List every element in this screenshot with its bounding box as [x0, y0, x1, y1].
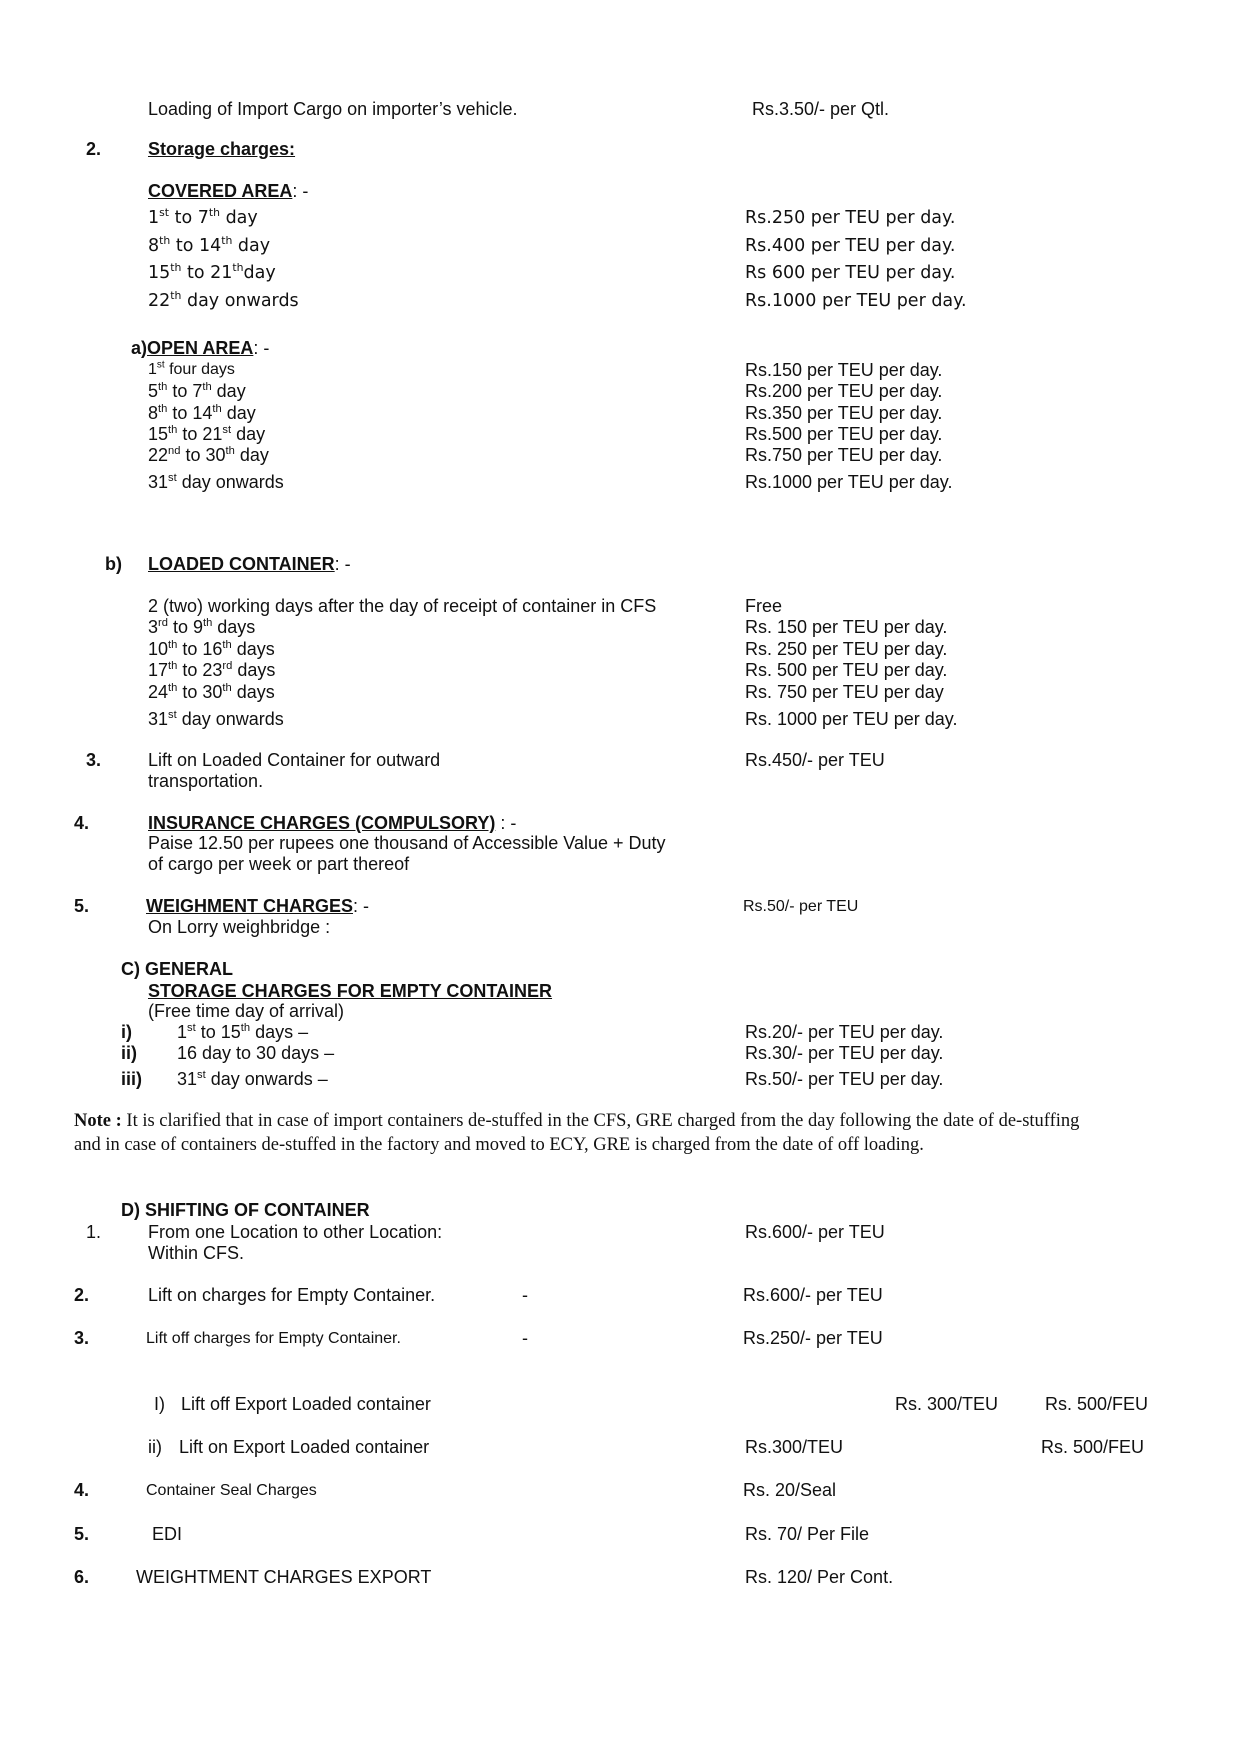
open-row-rate: Rs.200 per TEU per day.	[745, 381, 943, 401]
open-row-label	[148, 471, 284, 493]
loaded-row-label-part: th	[202, 617, 213, 629]
general-note: (Free time day of arrival)	[148, 1001, 345, 1021]
loaded-row-label-part: to 16	[177, 639, 223, 659]
general-row-rate: Rs.30/- per TEU per day.	[745, 1043, 944, 1063]
weighment-line1: On Lorry weighbridge :	[148, 917, 331, 937]
note-line1: Note : It is clarified that in case of import containers de-stuffed in the CFS, GRE charged from the day following the date of de-stuffing	[74, 1111, 1080, 1131]
shift-item1-number: 1.	[86, 1222, 102, 1242]
shift-item6-label: WEIGHTMENT CHARGES EXPORT	[136, 1567, 432, 1587]
loaded-row-label-part: 31	[148, 709, 169, 729]
export2-teu: Rs.300/TEU	[745, 1437, 844, 1457]
shift-item4-rate: Rs. 20/Seal	[743, 1480, 837, 1500]
general-heading: STORAGE CHARGES FOR EMPTY CONTAINER	[148, 981, 553, 1001]
open-row-label-part: 15	[148, 424, 169, 444]
loaded-row-label-part: rd	[222, 660, 233, 672]
shift-item2-label: Lift on charges for Empty Container.	[148, 1285, 436, 1305]
covered-row-label-part: th	[159, 234, 171, 248]
covered-row-label-part: th	[221, 234, 233, 248]
general-row-label-part: th	[240, 1022, 251, 1034]
loaded-row-rate: Rs. 1000 per TEU per day.	[745, 709, 958, 729]
loaded-row-label-part: to 30	[177, 682, 223, 702]
open-row-label-part: th	[158, 403, 168, 415]
shift-item1-line1: From one Location to other Location:	[148, 1222, 443, 1242]
insurance-line2: of cargo per week or part thereof	[148, 854, 410, 874]
covered-row-rate: Rs.1000 per TEU per day.	[745, 291, 967, 311]
export2-marker: ii)	[148, 1437, 162, 1457]
loaded-row-label	[148, 616, 255, 638]
shift-item6-rate: Rs. 120/ Per Cont.	[745, 1567, 894, 1587]
lift-loaded-number: 3.	[86, 750, 102, 770]
export2-label: Lift on Export Loaded container	[179, 1437, 430, 1457]
covered-row-label-part: to 21	[181, 263, 233, 283]
loaded-row-label-part: 10	[148, 639, 169, 659]
insurance-line1: Paise 12.50 per rupees one thousand of Accessible Value + Duty	[148, 833, 666, 853]
covered-row-label-part: st	[159, 206, 170, 220]
open-row-label-part: 1	[148, 361, 157, 378]
open-row-label-part: day	[234, 445, 269, 465]
loaded-row-label-part: th	[222, 682, 232, 694]
open-row-rate: Rs.750 per TEU per day.	[745, 445, 943, 465]
open-row-label-part: st	[222, 424, 232, 436]
open-row-rate: Rs.150 per TEU per day.	[745, 360, 943, 380]
shift-item3-number: 3.	[74, 1328, 90, 1348]
loaded-row-label	[148, 681, 275, 703]
weighment-number: 5.	[74, 896, 90, 916]
covered-row-label-part: to 7	[169, 208, 209, 228]
lift-loaded-line2: transportation.	[148, 771, 264, 791]
general-row-marker: ii)	[121, 1043, 137, 1063]
loaded-row-label-part: days	[212, 617, 256, 637]
shifting-heading: D) SHIFTING OF CONTAINER	[121, 1200, 370, 1220]
loaded-row-label-part: rd	[158, 617, 168, 629]
shift-item4-number: 4.	[74, 1480, 90, 1500]
open-row-label-part: to 30	[180, 445, 226, 465]
general-row-label-part: days –	[250, 1022, 309, 1042]
loaded-row-label-part: th	[168, 682, 178, 694]
loaded-row-label-part: days	[231, 639, 275, 659]
shift-item3-rate: Rs.250/- per TEU	[743, 1328, 883, 1348]
loaded-row-rate: Free	[745, 596, 783, 616]
covered-row-label-part: 1	[148, 208, 160, 228]
loaded-marker: b)	[105, 554, 122, 574]
loaded-row-label-part: th	[168, 660, 178, 672]
open-row-rate: Rs.1000 per TEU per day.	[745, 472, 953, 492]
open-row-label	[148, 402, 256, 424]
covered-row-label-part: th	[170, 261, 182, 275]
loaded-row-label	[148, 595, 656, 617]
insurance-number: 4.	[74, 813, 90, 833]
loaded-row-label	[148, 659, 275, 681]
open-row-label-part: day	[231, 424, 266, 444]
shift-item3-dash: -	[522, 1328, 528, 1348]
open-row-label	[148, 380, 246, 402]
loaded-row-label-part: day onwards	[176, 709, 284, 729]
export1-marker: I)	[154, 1394, 165, 1414]
open-row-label-part: 5	[148, 381, 159, 401]
weighment-heading: WEIGHMENT CHARGES: -	[146, 896, 369, 916]
open-row-label-part: th	[158, 381, 168, 393]
covered-row-label-part: 15	[148, 263, 171, 283]
general-row-label-part: day onwards –	[205, 1069, 328, 1089]
loaded-row-rate: Rs. 250 per TEU per day.	[745, 639, 948, 659]
open-row-label-part: to 14	[167, 403, 213, 423]
loaded-row-rate: Rs. 500 per TEU per day.	[745, 660, 948, 680]
general-row-label	[177, 1042, 334, 1064]
general-row-label-part: st	[197, 1069, 206, 1081]
open-row-label-part: st	[168, 472, 177, 484]
covered-row-label-part: day	[220, 208, 258, 228]
general-row-label-part: st	[187, 1022, 196, 1034]
loaded-row-label-part: th	[222, 639, 232, 651]
open-row-label	[148, 444, 269, 466]
open-row-label	[148, 423, 265, 445]
covered-row-rate: Rs 600 per TEU per day.	[745, 263, 956, 283]
shift-item2-dash: -	[522, 1285, 528, 1305]
covered-row-label-part: th	[232, 261, 244, 275]
loaded-row-label-part: 17	[148, 660, 169, 680]
insurance-heading: INSURANCE CHARGES (COMPULSORY) : -	[148, 813, 517, 833]
open-row-label-part: four days	[164, 361, 235, 378]
covered-row-label-part: day	[232, 236, 271, 256]
covered-row-label-part: day	[243, 263, 276, 283]
loaded-row-label-part: to 23	[177, 660, 223, 680]
export1-teu: Rs. 300/TEU	[895, 1394, 999, 1414]
covered-row-label	[148, 207, 258, 229]
general-row-label-part: to 15	[195, 1022, 241, 1042]
covered-row-label-part: to 14	[170, 236, 222, 256]
covered-row-label-part: day onwards	[181, 291, 299, 311]
loaded-row-rate: Rs. 750 per TEU per day	[745, 682, 944, 702]
covered-row-rate: Rs.250 per TEU per day.	[745, 208, 956, 228]
general-row-rate: Rs.20/- per TEU per day.	[745, 1022, 944, 1042]
weighment-rate: Rs.50/- per TEU	[743, 898, 859, 915]
shift-item4-label: Container Seal Charges	[146, 1482, 317, 1499]
shift-item5-number: 5.	[74, 1524, 90, 1544]
loaded-row-rate: Rs. 150 per TEU per day.	[745, 617, 948, 637]
export1-feu: Rs. 500/FEU	[1045, 1394, 1149, 1414]
general-row-marker: iii)	[121, 1069, 142, 1089]
loaded-row-label-part: st	[168, 709, 177, 721]
covered-row-label-part: th	[208, 206, 220, 220]
covered-area-heading: COVERED AREA: -	[148, 181, 309, 201]
covered-row-label	[148, 262, 276, 284]
loaded-row-label-part: days	[231, 682, 275, 702]
general-row-rate: Rs.50/- per TEU per day.	[745, 1069, 944, 1089]
loading-label: Loading of Import Cargo on importer’s vehicle.	[148, 99, 518, 119]
loaded-row-label-part: days	[232, 660, 276, 680]
open-row-label-part: th	[168, 424, 178, 436]
open-row-label-part: 8	[148, 403, 159, 423]
loaded-row-label-part: 24	[148, 682, 169, 702]
general-row-marker: i)	[121, 1022, 132, 1042]
open-row-label-part: th	[202, 381, 212, 393]
note-line2: and in case of containers de-stuffed in the factory and moved to ECY, GRE is charged from the date of off loading.	[74, 1135, 924, 1155]
open-row-label-part: th	[212, 403, 222, 415]
open-row-label-part: to 21	[177, 424, 223, 444]
shift-item1-rate: Rs.600/- per TEU	[745, 1222, 885, 1242]
lift-loaded-line1: Lift on Loaded Container for outward	[148, 750, 441, 770]
storage-title: Storage charges:	[148, 139, 296, 159]
loaded-row-label-part: to 9	[167, 617, 203, 637]
covered-row-rate: Rs.400 per TEU per day.	[745, 236, 956, 256]
lift-loaded-rate: Rs.450/- per TEU	[745, 750, 885, 770]
loading-rate: Rs.3.50/- per Qtl.	[752, 99, 890, 119]
shift-item2-rate: Rs.600/- per TEU	[743, 1285, 883, 1305]
open-row-label-part: to 7	[167, 381, 203, 401]
open-row-label-part: day	[211, 381, 246, 401]
open-row-label	[148, 359, 235, 381]
export1-label: Lift off Export Loaded container	[181, 1394, 431, 1414]
loaded-row-label-part: th	[168, 639, 178, 651]
loaded-row-label-part: 2 (two) working days after the day of receipt of container in CFS	[148, 596, 657, 616]
open-row-label-part: 31	[148, 472, 169, 492]
shift-item5-rate: Rs. 70/ Per File	[745, 1524, 870, 1544]
covered-row-label	[148, 235, 270, 257]
loaded-row-label	[148, 708, 284, 730]
shift-item1-line2: Within CFS.	[148, 1243, 245, 1263]
general-row-label-part: 31	[177, 1069, 198, 1089]
general-row-label	[177, 1021, 308, 1043]
open-row-label-part: 22	[148, 445, 169, 465]
covered-row-label-part: 22	[148, 291, 171, 311]
open-row-label-part: day onwards	[176, 472, 284, 492]
general-row-label	[177, 1068, 328, 1090]
storage-number: 2.	[86, 139, 102, 159]
covered-row-label	[148, 290, 299, 312]
open-row-rate: Rs.500 per TEU per day.	[745, 424, 943, 444]
covered-row-label-part: th	[170, 289, 182, 303]
open-row-rate: Rs.350 per TEU per day.	[745, 403, 943, 423]
export2-feu: Rs. 500/FEU	[1041, 1437, 1145, 1457]
open-row-label-part: st	[156, 359, 165, 371]
open-row-label-part: th	[225, 445, 235, 457]
shift-item5-label: EDI	[152, 1524, 183, 1544]
shift-item2-number: 2.	[74, 1285, 90, 1305]
loaded-container-heading: LOADED CONTAINER: -	[148, 554, 351, 574]
open-row-label-part: day	[221, 403, 256, 423]
covered-row-label-part: 8	[148, 236, 160, 256]
shift-item6-number: 6.	[74, 1567, 90, 1587]
general-row-label-part: 16 day to 30 days –	[177, 1043, 335, 1063]
loaded-row-label-part: 3	[148, 617, 159, 637]
shift-item3-label: Lift off charges for Empty Container.	[146, 1330, 401, 1347]
general-label: C) GENERAL	[121, 959, 233, 979]
general-row-label-part: 1	[177, 1022, 188, 1042]
loaded-row-label	[148, 638, 275, 660]
open-row-label-part: nd	[168, 445, 181, 457]
open-area-heading: a)OPEN AREA: -	[131, 338, 270, 358]
